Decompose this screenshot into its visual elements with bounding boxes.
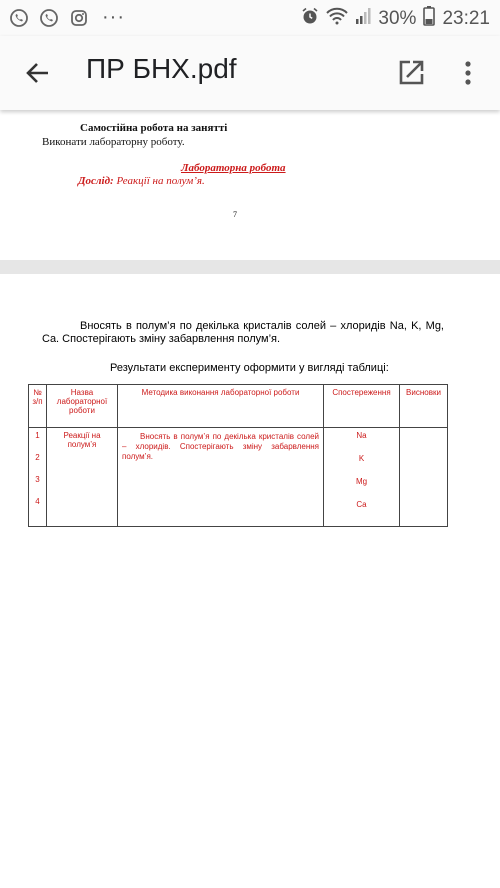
battery-percent: 30% <box>378 8 417 29</box>
experiment-text: Реакції на полум’я. <box>116 175 205 187</box>
observations-cell <box>324 428 400 527</box>
row-number: 1 <box>35 431 40 440</box>
header-name: Назва лабораторної роботи <box>47 385 118 428</box>
app-bar <box>0 36 500 110</box>
table-header-row <box>29 385 448 428</box>
pdf-page-7 <box>0 110 500 260</box>
experiment-label: Дослід: <box>78 175 114 187</box>
page-number: 7 <box>233 210 237 219</box>
row-number: 2 <box>35 453 40 462</box>
signal-icon <box>355 7 371 31</box>
header-method: Методика виконання лабораторної роботи <box>118 385 324 428</box>
intro-paragraph: Вносять в полум’я по декілька кристалів солей – хлоридів Na, K, Mg, Ca. Спостерігають зміну забарвлення полум’я. <box>42 320 444 345</box>
header-number: № з/п <box>29 385 47 428</box>
lab-name-cell: Реакції на полум’я <box>47 428 118 527</box>
alarm-icon <box>301 7 319 31</box>
lab-title: Лабораторна робота <box>181 162 286 174</box>
clock: 23:21 <box>442 8 490 29</box>
viber-icon <box>38 7 60 29</box>
row-number: 3 <box>35 475 40 484</box>
status-bar <box>0 0 500 36</box>
row-numbers <box>29 428 47 527</box>
table-row <box>29 428 448 527</box>
open-with-button[interactable] <box>396 58 426 88</box>
section-heading: Самостійна робота на занятті <box>80 122 228 134</box>
viber-icon <box>8 7 30 29</box>
document-title: ПР БНХ.pdf <box>86 53 237 84</box>
overflow-menu-button[interactable] <box>456 58 480 88</box>
task-text: Виконати лабораторну роботу. <box>42 136 185 148</box>
observation-item: Ca <box>356 500 367 509</box>
method-cell: Вносять в полум’я по декілька кристалів солей – хлоридів. Спостерігають зміну забарвлення полум’я. <box>118 428 324 527</box>
battery-icon <box>423 6 435 32</box>
instagram-icon <box>68 7 90 29</box>
conclusions-cell <box>400 428 448 527</box>
header-conclusions: Висновки <box>400 385 448 428</box>
observation-item: Mg <box>355 477 368 486</box>
page-separator <box>0 260 500 274</box>
header-observations: Спостереження <box>324 385 400 428</box>
open-external-icon <box>396 75 426 92</box>
more-vert-icon <box>456 75 480 92</box>
results-table <box>28 384 448 527</box>
pdf-viewer[interactable] <box>0 110 500 888</box>
observation-item: K <box>358 454 365 463</box>
results-caption: Результати експерименту оформити у вигляді таблиці: <box>110 362 389 374</box>
observation-item: Na <box>356 431 367 440</box>
back-button[interactable] <box>22 57 54 89</box>
experiment-line <box>78 175 205 187</box>
wifi-icon <box>326 7 348 31</box>
more-notifications: ··· <box>102 6 125 28</box>
row-number: 4 <box>35 497 40 506</box>
arrow-back-icon <box>22 76 54 93</box>
